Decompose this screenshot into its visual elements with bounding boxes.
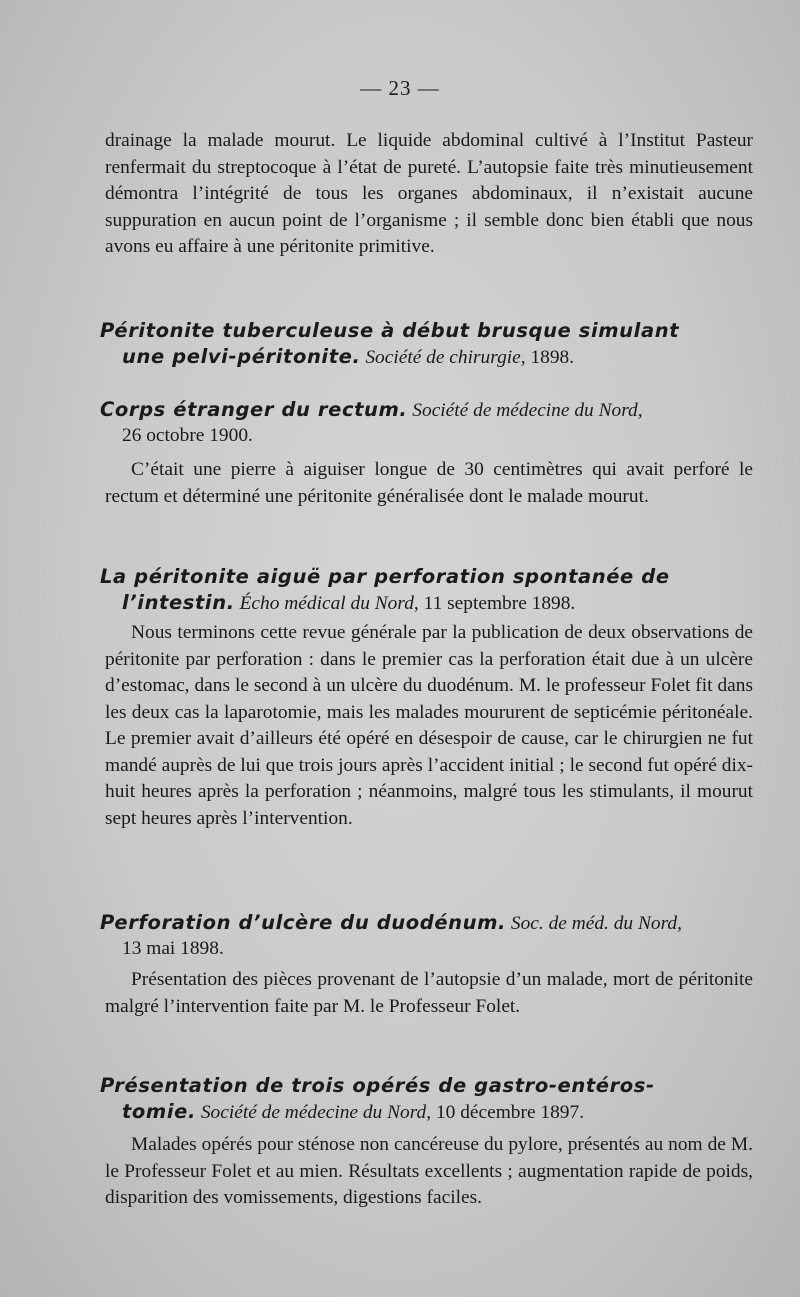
entry-title: Corps étranger du rectum. <box>100 398 408 421</box>
entry-source: Société de médecine du Nord, <box>412 400 643 421</box>
entry-title-continued: tomie. <box>122 1100 196 1123</box>
entry-corps-etranger <box>100 397 760 448</box>
entry-peritonite-tuberculeuse <box>100 318 760 370</box>
entry-date: 1898. <box>530 347 575 368</box>
entry-title-continued: une pelvi-péritonite. <box>122 345 361 368</box>
entry-title-continued: l’intestin. <box>122 591 235 614</box>
entry-source: Soc. de méd. du Nord, <box>510 913 682 934</box>
entry-title: Péritonite tuberculeuse à début brusque simulant <box>100 319 680 342</box>
entry-date: 13 mai 1898. <box>122 938 224 959</box>
entry-title: La péritonite aiguë par perforation spontanée de <box>100 565 670 588</box>
entry-source: Société de chirurgie, <box>365 347 526 368</box>
entry-date: 26 octobre 1900. <box>122 425 253 446</box>
entry-ulcere-duodenum <box>100 910 760 961</box>
entry-source: Écho médical du Nord, <box>239 593 419 614</box>
entry-date: 11 septembre 1898. <box>423 593 576 614</box>
paragraph-presentation-pieces: Présentation des pièces provenant de l’autopsie d’un malade, mort de péritonite malgré l’intervention faite par M. le Professeur Folet. <box>105 969 753 1017</box>
entry-source: Société de médecine du Nord, <box>200 1102 432 1123</box>
entry-date: 10 décembre 1897. <box>435 1102 585 1123</box>
entry-title: Présentation de trois opérés de gastro-entéros- <box>100 1074 655 1097</box>
paragraph-revue-generale: Nous terminons cette revue générale par la publication de deux observations de péritonite par perforation : dans le premier cas la perforation était due à un ulcère d’estomac, dans le second à un ulcère du duodénum. M. le professeur Folet fit dans les deux cas la laparotomie, mais les malades moururent de septicémie péritonéale. Le premier avait d’ailleurs été opéré en désespoir de cause, car le chirurgien ne fut mandé auprès de lui que trois jours après l’accident initial ; le second fut opéré dix-huit heures après la perforation ; néanmoins, malgré tous les stimulants, il mourut sept heures après l’intervention. <box>105 622 753 829</box>
entry-gastro-enterostomie <box>100 1073 760 1125</box>
paragraph-malades-operes: Malades opérés pour sténose non cancéreuse du pylore, présentés au nom de M. le Professeur Folet et au mien. Résultats excellents ; augmentation rapide de poids, disparition des vomissements, digestions faciles. <box>105 1134 753 1208</box>
paragraph-pierre: C’était une pierre à aiguiser longue de 30 centimètres qui avait perforé le rectum et déterminé une péritonite généralisée dont le malade mourut. <box>105 459 753 507</box>
entry-peritonite-aigue <box>100 564 760 616</box>
paragraph-drainage: drainage la malade mourut. Le liquide abdominal cultivé à l’Institut Pasteur renfermait du streptocoque à l’état de pureté. L’autopsie faite très minutieusement démontra l’intégrité de tous les organes abdominaux, il n’existait aucune suppuration en aucun point de l’organisme ; il semble donc bien établi que nous avons eu affaire à une péritonite primitive. <box>105 130 753 257</box>
entry-title: Perforation d’ulcère du duodénum. <box>100 911 507 934</box>
page-number: — 23 — <box>360 76 440 100</box>
